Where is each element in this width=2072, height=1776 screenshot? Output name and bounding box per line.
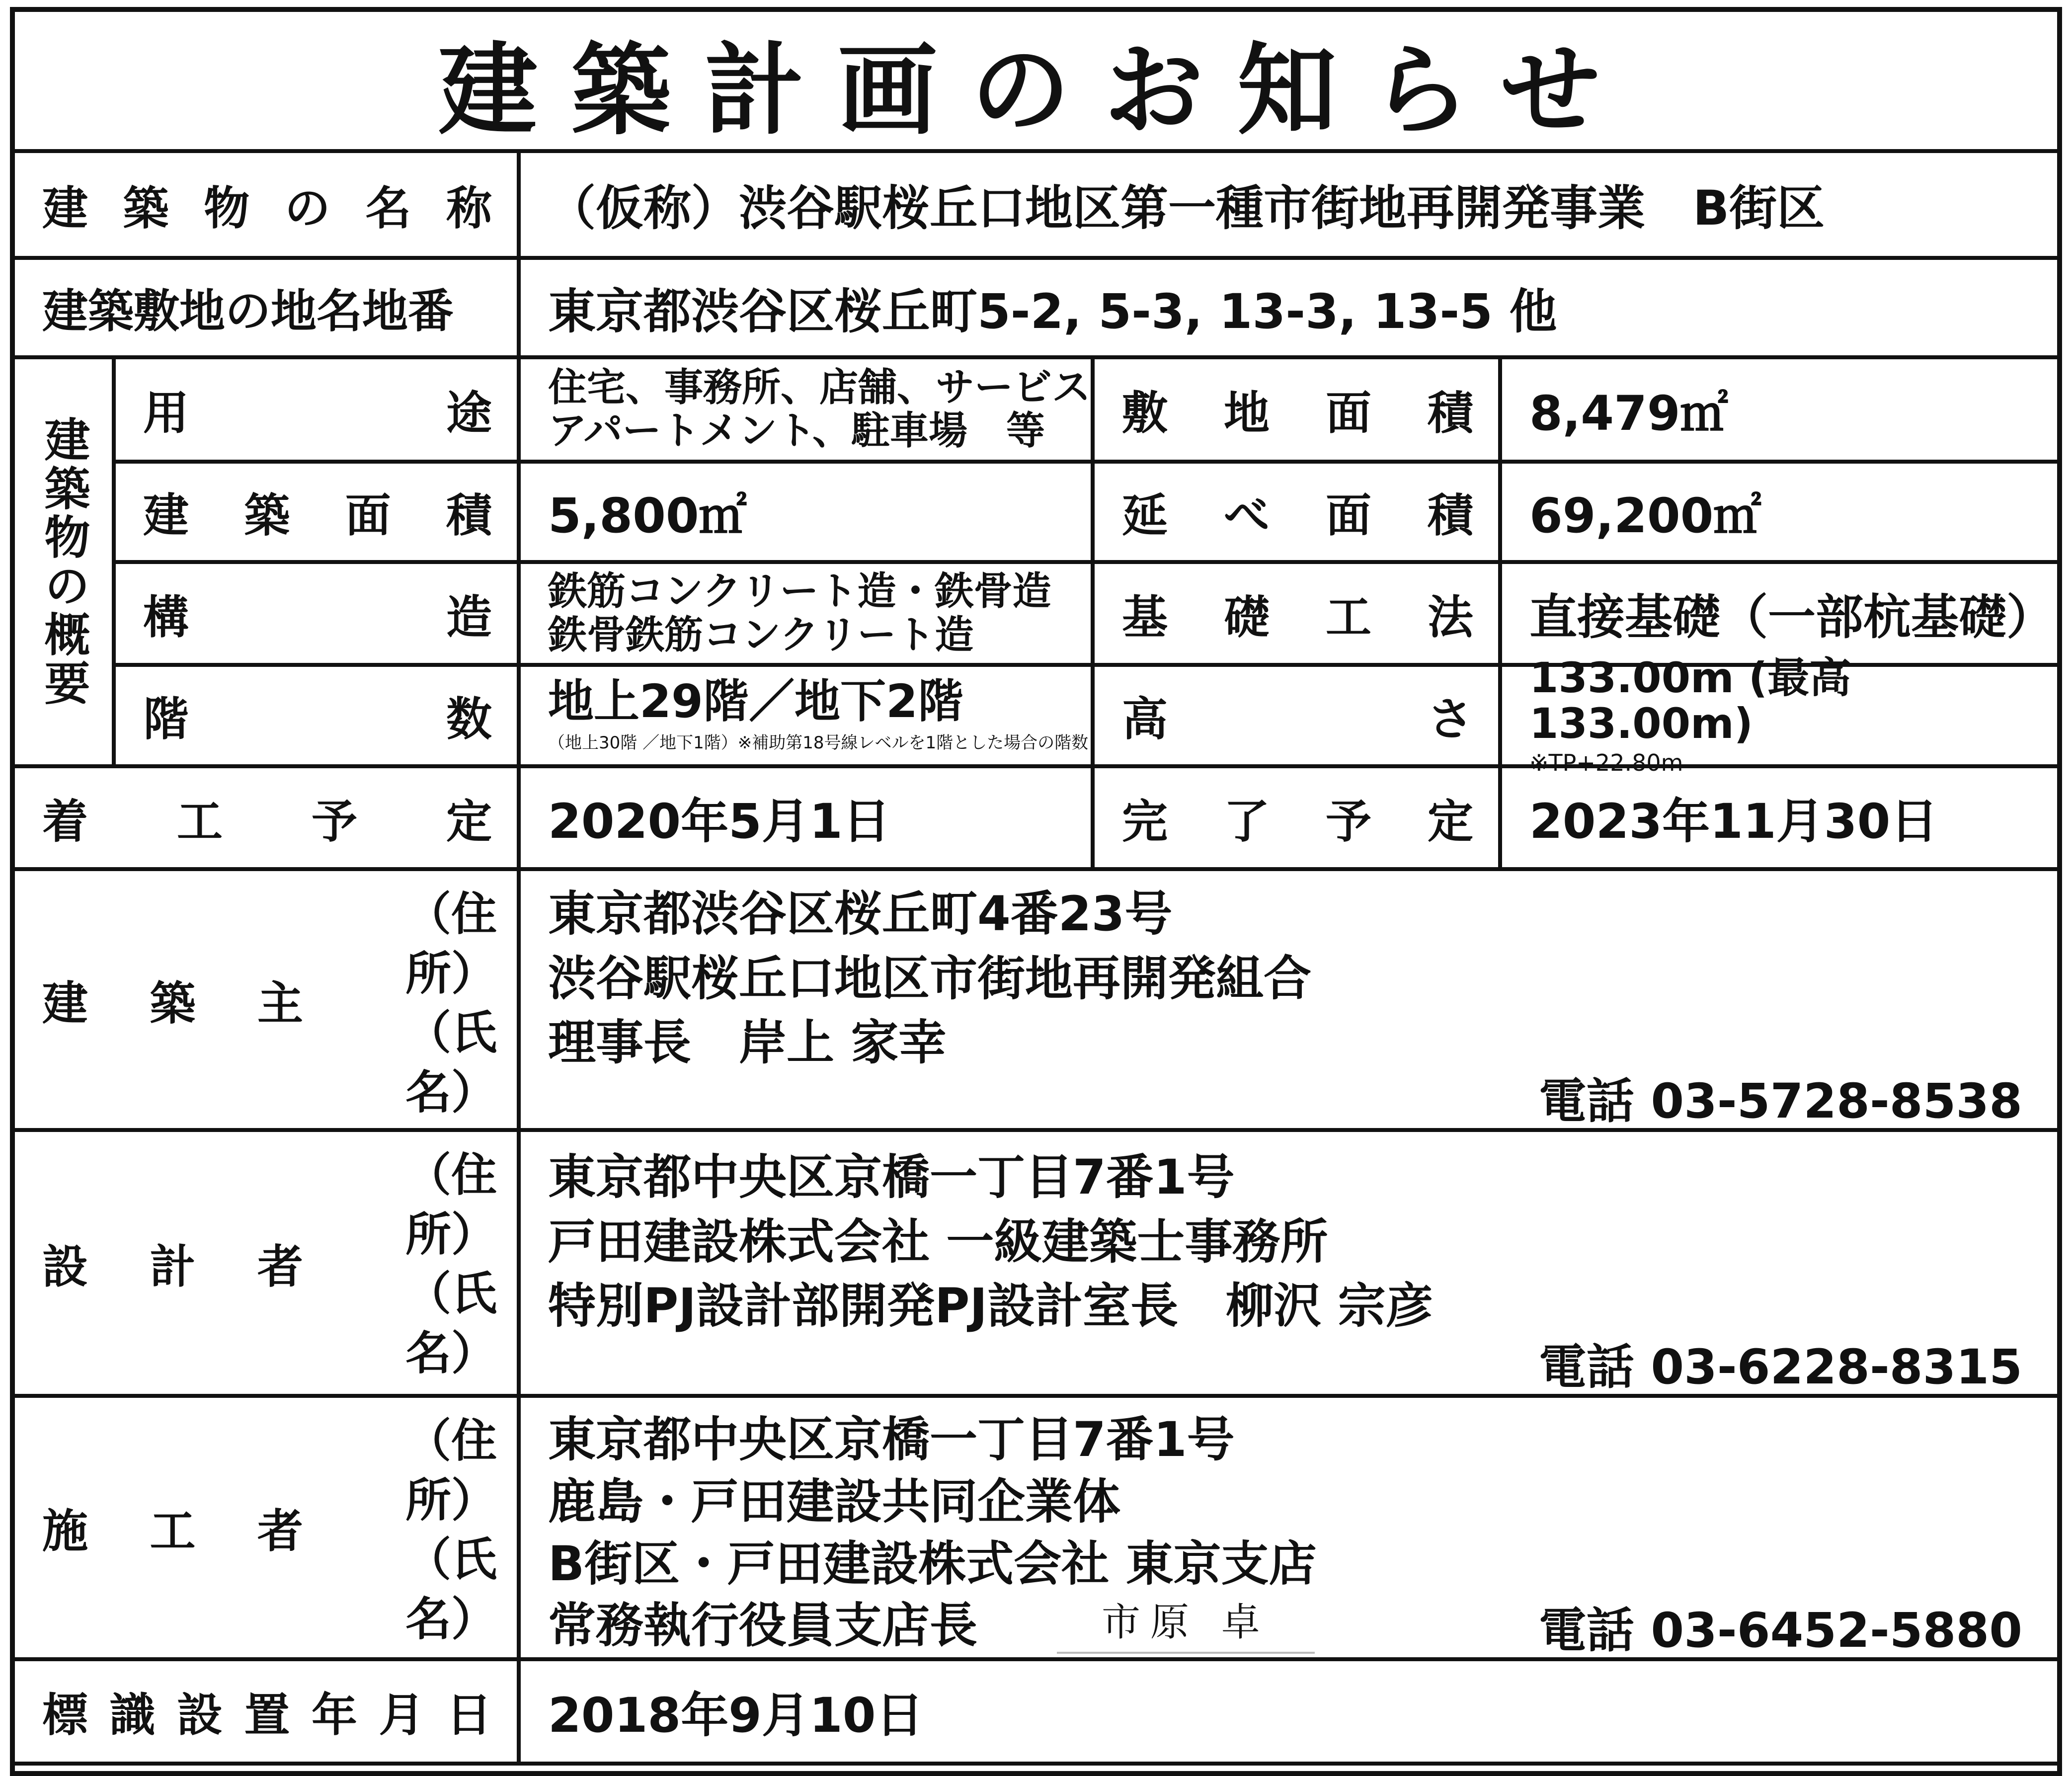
owner-address-label: （住所） [405, 888, 497, 1000]
label-char: 築 [123, 181, 169, 235]
label-char: 年 [311, 1689, 357, 1742]
label-char: 建 [143, 489, 189, 542]
building-area-label [116, 464, 517, 560]
owner-label [15, 871, 363, 1128]
label-char: 面 [1325, 489, 1371, 542]
contractor-name-label: （氏名） [405, 1533, 497, 1646]
designer-details [521, 1145, 1434, 1339]
height-value-main: 133.00m (最高 133.00m) [1529, 653, 1851, 748]
designer-name-line1: 戸田建設株式会社 一級建築士事務所 [548, 1213, 1328, 1270]
label-char: 定 [446, 795, 492, 848]
label-char: 標 [42, 1689, 88, 1742]
site-area-value: 8,479㎡ [1529, 385, 1728, 441]
label-char: の [284, 181, 330, 235]
label-char: 予 [1325, 795, 1371, 848]
divider [10, 1762, 2062, 1766]
label-char: 延 [1122, 489, 1168, 542]
sign-date-value: 2018年9月10日 [548, 1687, 924, 1743]
contractor-field-labels [343, 1411, 497, 1649]
divider [10, 149, 2062, 153]
label-char: 積 [1427, 489, 1473, 542]
floors-label [116, 667, 517, 764]
divider [517, 149, 521, 1764]
label-char: 日 [446, 1689, 492, 1742]
label-char: 工 [1325, 590, 1371, 644]
height-note: ※TP+22.80m [1529, 749, 1683, 777]
owner-name-line2: 理事長 岸上 家幸 [548, 1015, 947, 1071]
label-char: 施 [42, 1505, 88, 1558]
label-char: 工 [150, 1505, 196, 1558]
label-char: 設 [42, 1240, 88, 1293]
floors-value-main: 地上29階／地下2階 [548, 675, 964, 728]
label-char: 建 [42, 976, 88, 1030]
owner-field-labels [343, 885, 497, 1122]
use-value-line1: 住宅、事務所、店舗、サービス [548, 365, 1091, 410]
site-address-label: 建築敷地の地名地番 [42, 285, 454, 338]
floors-note: （地上30階 ／地下1階）※補助第18号線レベルを1階とした場合の階数 [548, 732, 1089, 753]
use-value-line2: アパートメント、駐車場 等 [548, 408, 1045, 453]
label-char: 称 [446, 181, 492, 235]
label-char: 設 [176, 1689, 223, 1742]
site-area-label [1095, 359, 1498, 460]
label-char: 途 [446, 387, 492, 440]
divider [112, 460, 2062, 464]
start-value: 2020年5月1日 [548, 794, 890, 849]
divider [1091, 355, 1095, 870]
label-char: 識 [109, 1689, 156, 1742]
divider [10, 355, 2062, 359]
label-char: 構 [143, 590, 189, 644]
label-char: 積 [1427, 387, 1473, 440]
label-char: 積 [446, 489, 492, 542]
label-char: 面 [1325, 387, 1371, 440]
label-char: 完 [1122, 795, 1168, 848]
contractor-address: 東京都中央区京橋一丁目7番1号 [548, 1412, 1235, 1467]
divider [112, 355, 116, 768]
owner-name-label: （氏名） [405, 1006, 497, 1119]
divider [112, 560, 2062, 564]
label-char: 者 [257, 1240, 303, 1293]
site-address-value: 東京都渋谷区桜丘町5-2, 5-3, 13-3, 13-5 他 [548, 283, 1557, 339]
label-char: 計 [150, 1240, 196, 1293]
completion-value: 2023年11月30日 [1529, 794, 1938, 849]
label-char: 工 [176, 795, 223, 848]
label-char: 築 [244, 489, 290, 542]
owner-phone: 電話 03-5728-8538 [1538, 1073, 2022, 1129]
label-char: 置 [244, 1689, 290, 1742]
label-char: 着 [42, 795, 88, 848]
label-char: 用 [143, 387, 189, 440]
label-char: 主 [257, 976, 303, 1030]
label-char: 数 [446, 693, 492, 746]
overview-group-label: 建築物の概要 [37, 415, 90, 708]
structure-value [521, 564, 1091, 663]
owner-address: 東京都渋谷区桜丘町4番23号 [548, 886, 1173, 942]
structure-label [116, 564, 517, 663]
total-floor-area-label [1095, 464, 1498, 560]
contractor-name-line2: B街区・戸田建設株式会社 東京支店 [548, 1535, 1317, 1592]
contractor-name-line3: 常務執行役員支店長 [548, 1598, 977, 1654]
divider [10, 256, 2062, 260]
label-char: 地 [1223, 387, 1270, 440]
label-char: 了 [1223, 795, 1270, 848]
foundation-label [1095, 564, 1498, 663]
owner-details [521, 882, 1311, 1075]
label-char: 予 [311, 795, 357, 848]
contractor-seal-name: 市原 卓 [1057, 1598, 1315, 1654]
divider [1498, 355, 1502, 870]
label-char: 造 [446, 590, 492, 644]
height-value [1502, 653, 2056, 777]
label-char: 面 [345, 489, 391, 542]
designer-label [15, 1132, 363, 1394]
building-name-label [15, 153, 517, 256]
label-char: さ [1427, 693, 1473, 746]
designer-name-label: （氏名） [405, 1267, 497, 1380]
label-char: 建 [42, 181, 88, 235]
label-char: 基 [1122, 590, 1168, 644]
completion-label [1095, 768, 1498, 867]
divider [10, 867, 2062, 871]
floors-value [521, 667, 1091, 764]
page-title: 建築計画のお知らせ [438, 32, 1634, 149]
contractor-details [521, 1409, 1317, 1657]
structure-value-line1: 鉄筋コンクリート造・鉄骨造 [548, 569, 1051, 614]
contractor-name-line3-row [548, 1595, 1317, 1657]
label-char: 月 [379, 1689, 425, 1742]
label-char: 定 [1427, 795, 1473, 848]
label-char: 法 [1427, 590, 1473, 644]
designer-phone: 電話 03-6228-8315 [1538, 1339, 2022, 1395]
label-char: べ [1223, 489, 1270, 542]
use-value [521, 359, 1091, 460]
contractor-address-label: （住所） [405, 1414, 497, 1527]
contractor-name-line1: 鹿島・戸田建設共同企業体 [548, 1473, 1120, 1530]
contractor-phone: 電話 03-6452-5880 [1538, 1603, 2022, 1658]
label-char: 物 [204, 181, 250, 235]
total-floor-area-value: 69,200㎡ [1529, 487, 1761, 544]
foundation-value: 直接基礎（一部杭基礎） [1529, 589, 2054, 645]
designer-address: 東京都中央区京橋一丁目7番1号 [548, 1149, 1235, 1205]
owner-name-line1: 渋谷駅桜丘口地区市街地再開発組合 [548, 950, 1311, 1006]
sign-date-label [15, 1661, 517, 1762]
contractor-label [15, 1398, 363, 1657]
building-name-value: （仮称）渋谷駅桜丘口地区第一種市街地再開発事業 B街区 [548, 180, 1825, 236]
label-char: 階 [143, 693, 189, 746]
structure-value-line2: 鉄骨鉄筋コンクリート造 [548, 612, 974, 657]
use-label [116, 359, 517, 460]
label-char: 礎 [1223, 590, 1270, 644]
height-label [1095, 667, 1498, 764]
label-char: 高 [1122, 693, 1168, 746]
designer-field-labels [343, 1145, 497, 1383]
start-label [15, 768, 517, 867]
designer-address-label: （住所） [405, 1148, 497, 1261]
building-area-value: 5,800㎡ [548, 487, 747, 544]
label-char: 築 [150, 976, 196, 1030]
label-char: 名 [365, 181, 411, 235]
label-char: 敷 [1122, 387, 1168, 440]
label-char: 者 [257, 1505, 303, 1558]
designer-name-line2: 特別PJ設計部開発PJ設計室長 柳沢 宗彦 [548, 1278, 1434, 1334]
